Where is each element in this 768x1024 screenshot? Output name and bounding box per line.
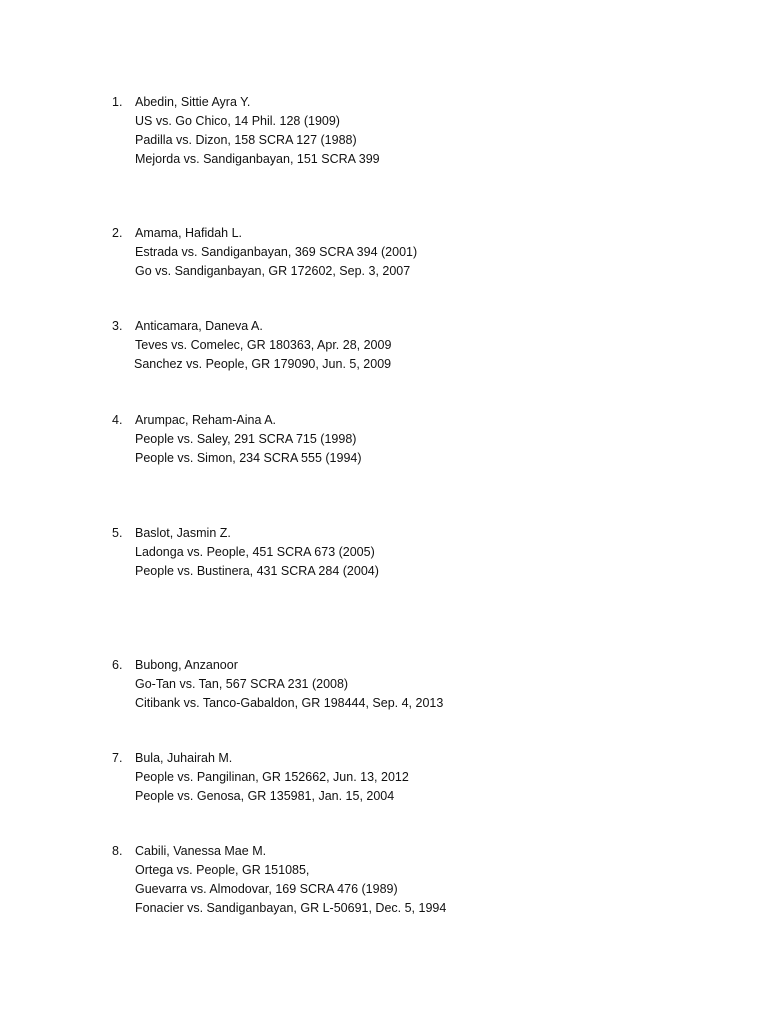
student-name: Anticamara, Daneva A.: [135, 319, 263, 333]
case-citation: People vs. Saley, 291 SCRA 715 (1998): [135, 432, 357, 446]
case-citation: Guevarra vs. Almodovar, 169 SCRA 476 (1989): [135, 882, 398, 896]
item-content: [135, 749, 409, 806]
item-number: 6.: [112, 658, 123, 672]
item-number: 5.: [112, 526, 123, 540]
item-content: [135, 224, 417, 281]
case-citation: Ortega vs. People, GR 151085,: [135, 863, 310, 877]
case-citation: Go-Tan vs. Tan, 567 SCRA 231 (2008): [135, 677, 349, 691]
item-number: 2.: [112, 226, 123, 240]
student-name: Baslot, Jasmin Z.: [135, 526, 231, 540]
case-citation: Estrada vs. Sandiganbayan, 369 SCRA 394 (2001): [135, 245, 418, 259]
item-number: 1.: [112, 95, 123, 109]
student-name: Cabili, Vanessa Mae M.: [135, 844, 267, 858]
case-citation: US vs. Go Chico, 14 Phil. 128 (1909): [135, 114, 340, 128]
item-content: [135, 656, 443, 713]
student-name: Abedin, Sittie Ayra Y.: [135, 95, 251, 109]
case-citation: Fonacier vs. Sandiganbayan, GR L-50691, Dec. 5, 1994: [135, 901, 447, 915]
case-citation: Sanchez vs. People, GR 179090, Jun. 5, 2009: [134, 357, 392, 371]
case-citation: Padilla vs. Dizon, 158 SCRA 127 (1988): [135, 133, 357, 147]
case-citation: People vs. Genosa, GR 135981, Jan. 15, 2004: [135, 789, 395, 803]
case-citation: Citibank vs. Tanco-Gabaldon, GR 198444, Sep. 4, 2013: [135, 696, 444, 710]
case-citation: Teves vs. Comelec, GR 180363, Apr. 28, 2009: [135, 338, 392, 352]
item-number: 7.: [112, 751, 123, 765]
student-name: Bubong, Anzanoor: [135, 658, 238, 672]
item-number: 3.: [112, 319, 123, 333]
case-citation: People vs. Simon, 234 SCRA 555 (1994): [135, 451, 362, 465]
case-citation: Ladonga vs. People, 451 SCRA 673 (2005): [135, 545, 375, 559]
case-citation: Mejorda vs. Sandiganbayan, 151 SCRA 399: [135, 152, 380, 166]
student-name: Bula, Juhairah M.: [135, 751, 233, 765]
item-number: 8.: [112, 844, 123, 858]
student-name: Amama, Hafidah L.: [135, 226, 242, 240]
case-citation: People vs. Bustinera, 431 SCRA 284 (2004): [135, 564, 379, 578]
item-content: [135, 524, 379, 581]
item-content: [135, 317, 391, 374]
item-content: [135, 842, 446, 918]
item-content: [135, 93, 380, 169]
item-content: [135, 411, 362, 468]
student-name: Arumpac, Reham-Aina A.: [135, 413, 277, 427]
item-number: 4.: [112, 413, 123, 427]
case-citation: Go vs. Sandiganbayan, GR 172602, Sep. 3, 2007: [135, 264, 411, 278]
case-citation: People vs. Pangilinan, GR 152662, Jun. 13, 2012: [135, 770, 409, 784]
